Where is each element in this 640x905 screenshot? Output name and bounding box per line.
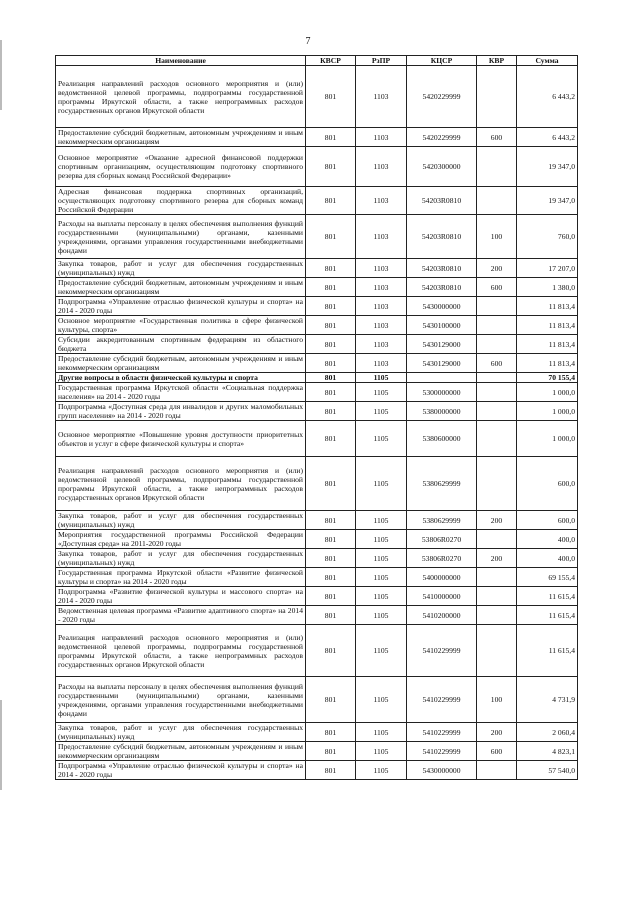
row-kvr: 200 [477,511,517,530]
row-kcsr: 54203R0810 [407,215,477,259]
row-kvr: 600 [477,128,517,147]
row-rzpr: 1105 [356,761,407,780]
row-name: Предоставление субсидий бюджетным, автономным учреждениям и иным некоммерческим организациям [56,278,306,297]
row-kvsr: 801 [306,297,356,316]
row-rzpr: 1105 [356,606,407,625]
row-kvsr: 801 [306,66,356,128]
row-rzpr: 1105 [356,530,407,549]
row-rzpr: 1105 [356,383,407,402]
row-kvr [477,530,517,549]
row-rzpr: 1103 [356,335,407,354]
row-kvsr: 801 [306,761,356,780]
row-kcsr: 5410229999 [407,677,477,723]
table-row [56,147,578,187]
table-row [56,316,578,335]
row-kcsr: 5410000000 [407,587,477,606]
row-kvr: 200 [477,259,517,278]
row-rzpr: 1105 [356,511,407,530]
row-sum: 11 615,4 [517,606,578,625]
table-row [56,549,578,568]
row-name: Реализация направлений расходов основного мероприятия и (или) ведомственной целевой программы, подпрограммы государственной программы Иркутской области, а также непрограммных расходов государственных органов Иркутской области [56,457,306,511]
row-kvsr: 801 [306,373,356,383]
row-kvr [477,606,517,625]
row-kvr: 100 [477,215,517,259]
row-sum: 1 380,0 [517,278,578,297]
row-name: Основное мероприятие «Повышение уровня доступности приоритетных объектов и услуг в сфере физической культуры и спорта» [56,421,306,457]
row-kvr [477,187,517,215]
row-rzpr: 1105 [356,742,407,761]
row-rzpr: 1105 [356,677,407,723]
row-sum: 17 207,0 [517,259,578,278]
row-rzpr: 1103 [356,316,407,335]
row-kcsr: 5430100000 [407,316,477,335]
row-sum: 11 813,4 [517,354,578,373]
table-row [56,457,578,511]
table-row [56,187,578,215]
row-kvsr: 801 [306,568,356,587]
table-row [56,373,578,383]
row-kcsr: 5420300000 [407,147,477,187]
row-kcsr: 5430000000 [407,761,477,780]
row-name: Расходы на выплаты персоналу в целях обеспечения выполнения функций государственными (муниципальными) органами, казенными учреждениями, органами управления государственными внебюджетными фондами [56,215,306,259]
row-kvr [477,457,517,511]
table-row [56,66,578,128]
row-kvsr: 801 [306,549,356,568]
row-kvr: 600 [477,354,517,373]
row-kcsr: 5400000000 [407,568,477,587]
row-kcsr [407,373,477,383]
scan-edge-top [0,40,2,110]
row-sum: 1 000,0 [517,383,578,402]
table-row [56,402,578,421]
row-kcsr: 54203R0810 [407,278,477,297]
row-kvsr: 801 [306,511,356,530]
row-name: Предоставление субсидий бюджетным, автономным учреждениям и иным некоммерческим организациям [56,354,306,373]
row-kvsr: 801 [306,625,356,677]
table-row [56,568,578,587]
table-row [56,761,578,780]
row-rzpr: 1103 [356,278,407,297]
row-name: Государственная программа Иркутской области «Социальная поддержка населения» на 2014 - 2020 годы [56,383,306,402]
row-name: Мероприятия государственной программы Российской Федерации «Доступная среда» на 2011-2020 годы [56,530,306,549]
table-row [56,215,578,259]
table-row [56,421,578,457]
row-name: Закупка товаров, работ и услуг для обеспечения государственных (муниципальных) нужд [56,259,306,278]
table-row [56,742,578,761]
row-kcsr: 5380629999 [407,457,477,511]
table-row [56,383,578,402]
row-rzpr: 1105 [356,402,407,421]
header-rzpr: РзПР [356,56,407,66]
table-row [56,335,578,354]
row-rzpr: 1105 [356,549,407,568]
row-name: Основное мероприятие «Государственная политика в сфере физической культуры, спорта» [56,316,306,335]
row-kvr [477,66,517,128]
table-row [56,511,578,530]
row-kvsr: 801 [306,421,356,457]
row-name: Адресная финансовая поддержка спортивных организаций, осуществляющих подготовку спортивного резерва для сборных команд Российской Федерации [56,187,306,215]
row-kvsr: 801 [306,335,356,354]
table-row [56,625,578,677]
row-kcsr: 53806R0270 [407,549,477,568]
row-rzpr: 1103 [356,66,407,128]
row-sum: 1 000,0 [517,402,578,421]
table-row [56,297,578,316]
row-name: Закупка товаров, работ и услуг для обеспечения государственных (муниципальных) нужд [56,549,306,568]
row-sum: 19 347,0 [517,187,578,215]
table-row [56,530,578,549]
row-sum: 11 813,4 [517,297,578,316]
row-kvsr: 801 [306,259,356,278]
row-kvsr: 801 [306,147,356,187]
row-name: Подпрограмма «Управление отраслью физической культуры и спорта» на 2014 - 2020 годы [56,761,306,780]
row-kcsr: 5410229999 [407,625,477,677]
row-kvr [477,147,517,187]
row-sum: 11 615,4 [517,625,578,677]
row-sum: 760,0 [517,215,578,259]
row-name: Подпрограмма «Управление отраслью физической культуры и спорта» на 2014 - 2020 годы [56,297,306,316]
row-sum: 69 155,4 [517,568,578,587]
row-sum: 400,0 [517,549,578,568]
row-kvsr: 801 [306,457,356,511]
row-name: Основное мероприятие «Оказание адресной финансовой поддержки спортивным организациям, осуществляющим подготовку спортивного резерва для сборных команд Российской Федерации» [56,147,306,187]
row-sum: 600,0 [517,511,578,530]
row-kcsr: 5380600000 [407,421,477,457]
row-kvsr: 801 [306,723,356,742]
row-name: Реализация направлений расходов основного мероприятия и (или) ведомственной целевой программы, подпрограммы государственной программы Иркутской области, а также непрограммных расходов государственных органов Иркутской области [56,625,306,677]
row-rzpr: 1105 [356,625,407,677]
row-rzpr: 1103 [356,147,407,187]
row-rzpr: 1103 [356,354,407,373]
budget-table [55,55,578,780]
table-row [56,606,578,625]
row-name: Другие вопросы в области физической культуры и спорта [56,373,306,383]
row-kvsr: 801 [306,383,356,402]
row-sum: 70 155,4 [517,373,578,383]
row-kcsr: 5420229999 [407,66,477,128]
row-kvr [477,761,517,780]
row-name: Предоставление субсидий бюджетным, автономным учреждениям и иным некоммерческим организациям [56,128,306,147]
row-sum: 600,0 [517,457,578,511]
header-sum: Сумма [517,56,578,66]
row-kvr: 600 [477,742,517,761]
row-rzpr: 1103 [356,297,407,316]
row-name: Закупка товаров, работ и услуг для обеспечения государственных (муниципальных) нужд [56,723,306,742]
row-kvsr: 801 [306,402,356,421]
row-kcsr: 54203R0810 [407,187,477,215]
row-kcsr: 5420229999 [407,128,477,147]
row-kvsr: 801 [306,742,356,761]
row-kcsr: 5300000000 [407,383,477,402]
row-kcsr: 5430000000 [407,297,477,316]
row-rzpr: 1105 [356,421,407,457]
row-kcsr: 53806R0270 [407,530,477,549]
row-kcsr: 5410229999 [407,723,477,742]
row-name: Подпрограмма «Развитие физической культуры и массового спорта» на 2014 - 2020 годы [56,587,306,606]
row-sum: 11 813,4 [517,335,578,354]
row-sum: 19 347,0 [517,147,578,187]
row-kvr [477,335,517,354]
row-name: Реализация направлений расходов основного мероприятия и (или) ведомственной целевой программы, подпрограммы государственной программы Иркутской области, а также непрограммных расходов государственных органов Иркутской области [56,66,306,128]
row-kvr [477,297,517,316]
row-kvr: 100 [477,677,517,723]
row-name: Государственная программа Иркутской области «Развитие физической культуры и спорта» на 2014 - 2020 годы [56,568,306,587]
row-kcsr: 5430129000 [407,335,477,354]
row-kvr: 200 [477,549,517,568]
table-row [56,354,578,373]
row-kcsr: 5380629999 [407,511,477,530]
row-kvr: 600 [477,278,517,297]
page-number: 7 [305,36,311,47]
row-kvr [477,421,517,457]
row-kvr [477,402,517,421]
header-kcsr: КЦСР [407,56,477,66]
table-row [56,128,578,147]
header-name: Наименование [56,56,306,66]
row-name: Субсидии аккредитованным спортивным федерациям из областного бюджета [56,335,306,354]
row-kcsr: 5410229999 [407,742,477,761]
row-rzpr: 1105 [356,723,407,742]
row-kvsr: 801 [306,606,356,625]
row-sum: 2 060,4 [517,723,578,742]
row-kvr [477,625,517,677]
row-name: Подпрограмма «Доступная среда для инвалидов и других маломобильных групп населения» на 2014 - 2020 годы [56,402,306,421]
row-rzpr: 1105 [356,587,407,606]
row-kvsr: 801 [306,587,356,606]
row-rzpr: 1105 [356,568,407,587]
table-row [56,259,578,278]
row-rzpr: 1105 [356,373,407,383]
row-kvsr: 801 [306,187,356,215]
header-kvr: КВР [477,56,517,66]
table-header-row [56,56,578,66]
row-kvsr: 801 [306,530,356,549]
row-name: Расходы на выплаты персоналу в целях обеспечения выполнения функций государственными (муниципальными) органами, казенными учреждениями, органами управления государственными внебюджетными фондами [56,677,306,723]
row-sum: 4 823,1 [517,742,578,761]
row-rzpr: 1103 [356,215,407,259]
row-kcsr: 5410200000 [407,606,477,625]
row-sum: 1 000,0 [517,421,578,457]
row-kvr [477,568,517,587]
row-sum: 6 443,2 [517,128,578,147]
row-sum: 4 731,9 [517,677,578,723]
row-rzpr: 1103 [356,259,407,278]
row-kvsr: 801 [306,354,356,373]
row-sum: 6 443,2 [517,66,578,128]
row-kvsr: 801 [306,677,356,723]
table-row [56,278,578,297]
row-name: Закупка товаров, работ и услуг для обеспечения государственных (муниципальных) нужд [56,511,306,530]
row-kvr [477,587,517,606]
row-name: Ведомственная целевая программа «Развитие адаптивного спорта» на 2014 - 2020 годы [56,606,306,625]
row-kvsr: 801 [306,215,356,259]
row-kcsr: 54203R0810 [407,259,477,278]
row-kvsr: 801 [306,128,356,147]
row-sum: 57 540,0 [517,761,578,780]
row-kvr: 200 [477,723,517,742]
row-kvr [477,373,517,383]
table-row [56,723,578,742]
row-name: Предоставление субсидий бюджетным, автономным учреждениям и иным некоммерческим организациям [56,742,306,761]
row-rzpr: 1103 [356,187,407,215]
row-sum: 11 813,4 [517,316,578,335]
table-row [56,587,578,606]
table-row [56,677,578,723]
row-kvr [477,316,517,335]
row-rzpr: 1105 [356,457,407,511]
row-kvr [477,383,517,402]
scan-edge-bottom [0,700,2,790]
row-kcsr: 5380000000 [407,402,477,421]
header-kvsr: КВСР [306,56,356,66]
row-sum: 11 615,4 [517,587,578,606]
row-sum: 400,0 [517,530,578,549]
row-kvsr: 801 [306,316,356,335]
row-rzpr: 1103 [356,128,407,147]
row-kvsr: 801 [306,278,356,297]
row-kcsr: 5430129000 [407,354,477,373]
